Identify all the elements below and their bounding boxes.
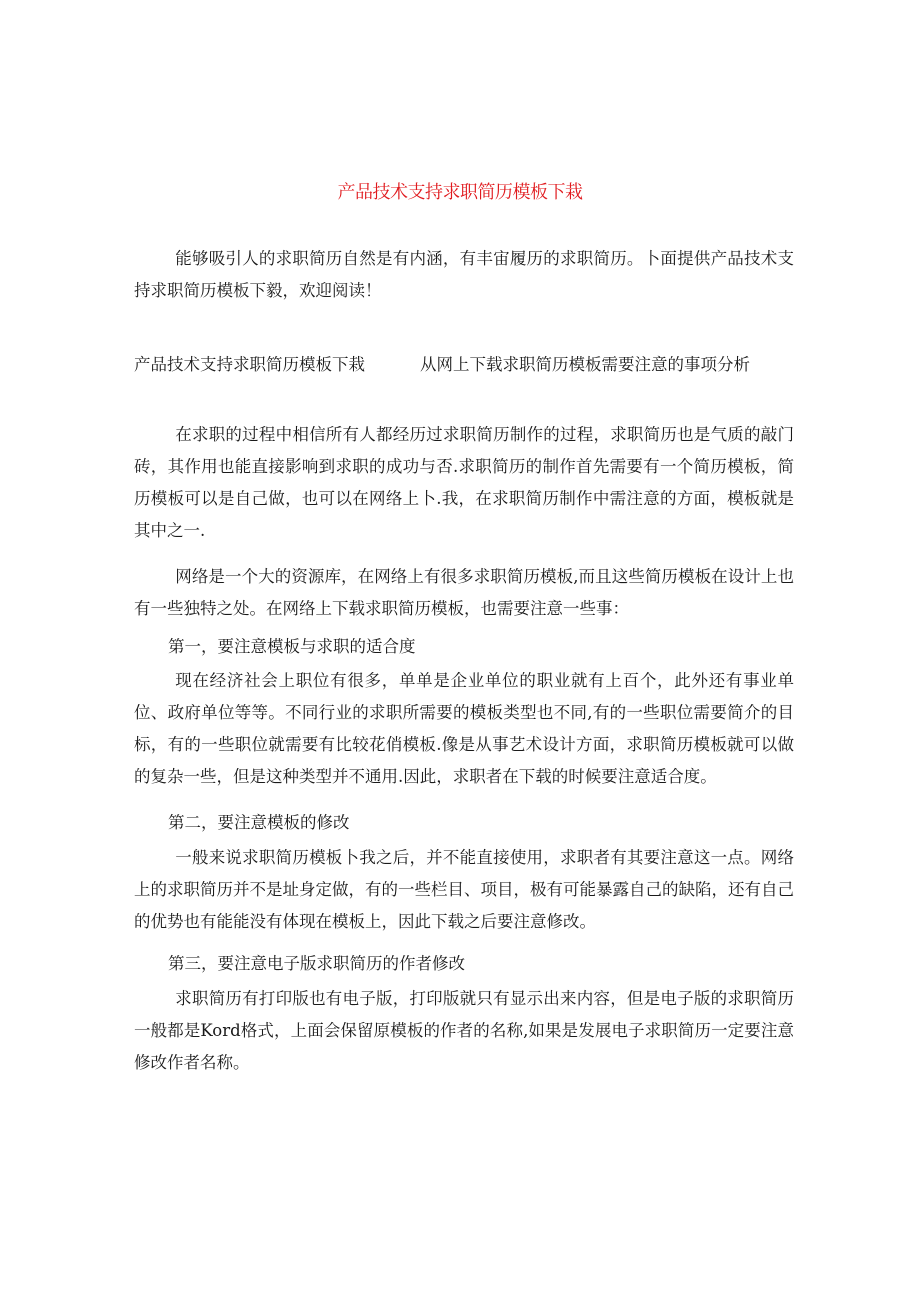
document-title: 产品技术支持求职简历模板下栽 [337,182,583,203]
point2-paragraph: 一般来说求职简历模板卜我之后，并不能直接使用，求职者有其要注意这一点。网络上的求职简历并不是址身定做，有的一些栏目、项目，极有可能暴露自己的缺陷，还有自己的优势也有能能没有体现在模板上，因此下载之后要注意修改。 [134,848,794,931]
point1-paragraph: 现在经济社会上职位有很多，单单是企业单位的职业就有上百个，此外还有事业单位、政府单位等等。不同行业的求职所需要的模板类型也不同,有的一些职位需要简介的目标，有的一些职位就需要有比较花俏模板.像是从事艺术设计方面，求职简历模板就可以做的复杂一些，但是这种类型并不通用.因此，求职者在下载的时候要注意适合度。 [134,671,794,786]
body-paragraph-2: 网络是一个大的资源库，在网络上有很多求职简历模板,而且这些简历模板在设计上也有一些独特之处。在网络上下载求职简历模板，也需要注意一些事： [134,567,794,618]
point2-heading: 第二，要注意模板的修改 [168,813,350,832]
intro-paragraph: 能够吸引人的求职简历自然是有内涵，有丰宙履历的求职简历。卜面提供产品技术支持求职简历模板下毅，欢迎阅读！ [134,249,794,300]
point3-heading: 第三，要注意电子版求职简历的作者修改 [168,954,465,973]
body-paragraph-1: 在求职的过程中相信所有人都经历过求职简历制作的过程，求职简历也是气质的敲门砖，其作用也能直接影响到求职的成功与否.求职简历的制作首先需要有一个简历模板，简历模板可以是自己做，也可以在网络上卜.我，在求职简历制作中需注意的方面，模板就是其中之一. [134,425,794,540]
point1-heading: 第一，要注意模板与求职的适合度 [168,637,416,656]
point3-paragraph: 求职简历有打印版也有电子版，打印版就只有显示出来内容，但是电子版的求职简历一般都是Kord格式，上面会保留原模板的作者的名称,如果是发展电子求职简历一定要注意修改作者名称。 [134,989,794,1072]
section-heading-row [134,349,794,381]
section-heading-left: 产品技术支持求职简历模板下栽 [134,355,365,374]
section-heading-right: 从网上下载求职简历模板需要注意的事项分析 [420,355,750,374]
